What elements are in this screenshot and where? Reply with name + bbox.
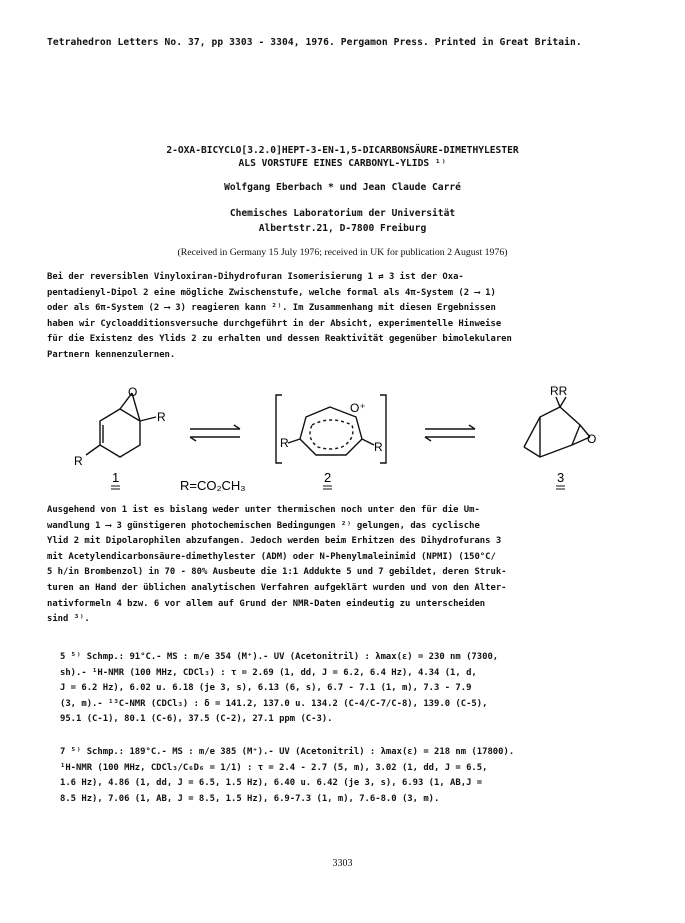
title-line-1: 2-OXA-BICYCLO[3.2.0]HEPT-3-EN-1,5-DICARBONSÄURE-DIMETHYLESTER bbox=[166, 145, 519, 156]
received-dates: (Received in Germany 15 July 1976; received in UK for publication 2 August 1976) bbox=[177, 247, 508, 258]
footnote-line: sh).- ¹H-NMR (100 MHz, CDCl₃) : τ = 2.69 (1, dd, J = 6.2, 6.4 Hz), 4.34 (1, d, bbox=[60, 667, 477, 678]
page-number: 3303 bbox=[332, 858, 353, 869]
authors: Wolfgang Eberbach * und Jean Claude Carré bbox=[224, 182, 461, 193]
compound-1-r-left: R bbox=[74, 454, 83, 468]
compound-2-number: 2 bbox=[324, 470, 332, 485]
affiliation-line-1: Chemisches Laboratorium der Universität bbox=[229, 208, 456, 219]
paragraph-line: für die Existenz des Ylids 2 zu erhalten und dessen Reaktivität gegenüber bimolekularen bbox=[47, 334, 512, 345]
paragraph-line: pentadienyl-Dipol 2 eine mögliche Zwischenstufe, welche formal als 4π-System (2 ⟶ 1) bbox=[47, 287, 496, 298]
footnote-line: 5 ⁵⁾ Schmp.: 91°C.- MS : m/e 354 (M⁺).- UV (Acetonitril) : λmax(ε) = 230 nm (7300, bbox=[60, 652, 499, 662]
compound-2-r-left: R bbox=[280, 436, 289, 450]
footnote-line: 8.5 Hz), 7.06 (1, AB, J = 8.5, 1.5 Hz), 6.9-7.3 (1, m), 7.6-8.0 (3, m). bbox=[60, 793, 440, 804]
compound-1-number: 1 bbox=[112, 470, 120, 485]
footnote-line: (3, m).- ¹³C-NMR (CDCl₃) : δ = 141.2, 137.0 u. 134.2 (C-4/C-7/C-8), 139.0 (C-5), bbox=[60, 698, 488, 709]
compound-1-o: O bbox=[128, 385, 138, 399]
paragraph-line: 5 h/in Brombenzol) in 70 - 80% Ausbeute die 1:1 Addukte 5 und 7 gebildet, deren Struk- bbox=[47, 567, 507, 578]
paragraph-intro bbox=[47, 270, 647, 364]
paragraph-results bbox=[47, 503, 647, 628]
footnote-line: ¹H-NMR (100 MHz, CDCl₃/C₆D₆ = 1/1) : τ = 2.4 - 2.7 (5, m), 3.02 (1, dd, J = 6.5, bbox=[60, 762, 488, 773]
reaction-scheme bbox=[40, 385, 640, 497]
footnote-line: 7 ⁵⁾ Schmp.: 189°C.- MS : m/e 385 (M⁺).- UV (Acetonitril) : λmax(ε) = 218 nm (17800). bbox=[60, 747, 515, 757]
compound-3-o: O bbox=[587, 432, 597, 446]
compound-1-r-right: R bbox=[157, 410, 166, 424]
compound-3-rr: RR bbox=[550, 385, 568, 398]
compound-1-ring bbox=[100, 409, 140, 457]
paragraph-line: Bei der reversiblen Vinyloxiran-Dihydrofuran Isomerisierung 1 ⇄ 3 ist der Oxa- bbox=[47, 272, 464, 282]
footnote-line: 1.6 Hz), 4.86 (1, dd, J = 6.5, 1.5 Hz), 6.40 u. 6.42 (je 3, s), 6.93 (1, AB,J = bbox=[60, 778, 483, 789]
affiliation-line-2: Albertstr.21, D-7800 Freiburg bbox=[258, 223, 427, 234]
r-definition: R=CO₂CH₃ bbox=[180, 478, 246, 493]
paragraph-line: Ylid 2 mit Dipolarophilen abzufangen. Jedoch werden beim Erhitzen des Dihydrofurans 3 bbox=[47, 536, 502, 547]
footnote-line: J = 6.2 Hz), 6.02 u. 6.18 (je 3, s), 6.13 (6, s), 6.7 - 7.1 (1, m), 7.3 - 7.9 bbox=[60, 683, 472, 694]
title-line-2: ALS VORSTUFE EINES CARBONYL-YLIDS ¹⁾ bbox=[238, 158, 447, 169]
paragraph-line: wandlung 1 ⟶ 3 günstigeren photochemischen Bedingungen ²⁾ gelungen, das cyclische bbox=[47, 520, 480, 531]
paragraph-line: Ausgehend von 1 ist es bislang weder unter thermischen noch unter den für die Um- bbox=[47, 505, 480, 515]
compound-3-number: 3 bbox=[557, 470, 565, 485]
compound-3-frame bbox=[524, 407, 580, 457]
footnote-line: 95.1 (C-1), 80.1 (C-6), 37.5 (C-2), 27.1 ppm (C-3). bbox=[60, 714, 333, 725]
paragraph-line: sind ³⁾. bbox=[47, 614, 90, 625]
compound-2-r-right: R bbox=[374, 440, 383, 454]
footnote-compound-7 bbox=[60, 745, 660, 807]
footnote-compound-5 bbox=[60, 650, 660, 728]
paragraph-line: haben wir Cycloadditionsversuche durchgeführt in der Absicht, experimentelle Hinweise bbox=[47, 318, 502, 329]
paragraph-line: turen an Hand der üblichen analytischen Verfahren aufgeklärt wurden und von den Alter- bbox=[47, 582, 507, 593]
paragraph-line: Partnern kennenzulernen. bbox=[47, 349, 176, 360]
paragraph-line: oder als 6π-System (2 ⟶ 3) reagieren kann ²⁾. Im Zusammenhang mit diesen Ergebnissen bbox=[47, 303, 496, 314]
paragraph-line: mit Acetylendicarbonsäure-dimethylester (ADM) oder N-Phenylmaleinimid (NPMI) (150°C/ bbox=[47, 551, 496, 562]
paragraph-line: nativformeln 4 bzw. 6 vor allem auf Grund der NMR-Daten eindeutig zu unterscheiden bbox=[47, 598, 486, 609]
compound-2-o-plus: O⁺ bbox=[350, 401, 366, 415]
journal-header: Tetrahedron Letters No. 37, pp 3303 - 3304, 1976. Pergamon Press. Printed in Great Britain. bbox=[47, 37, 582, 48]
